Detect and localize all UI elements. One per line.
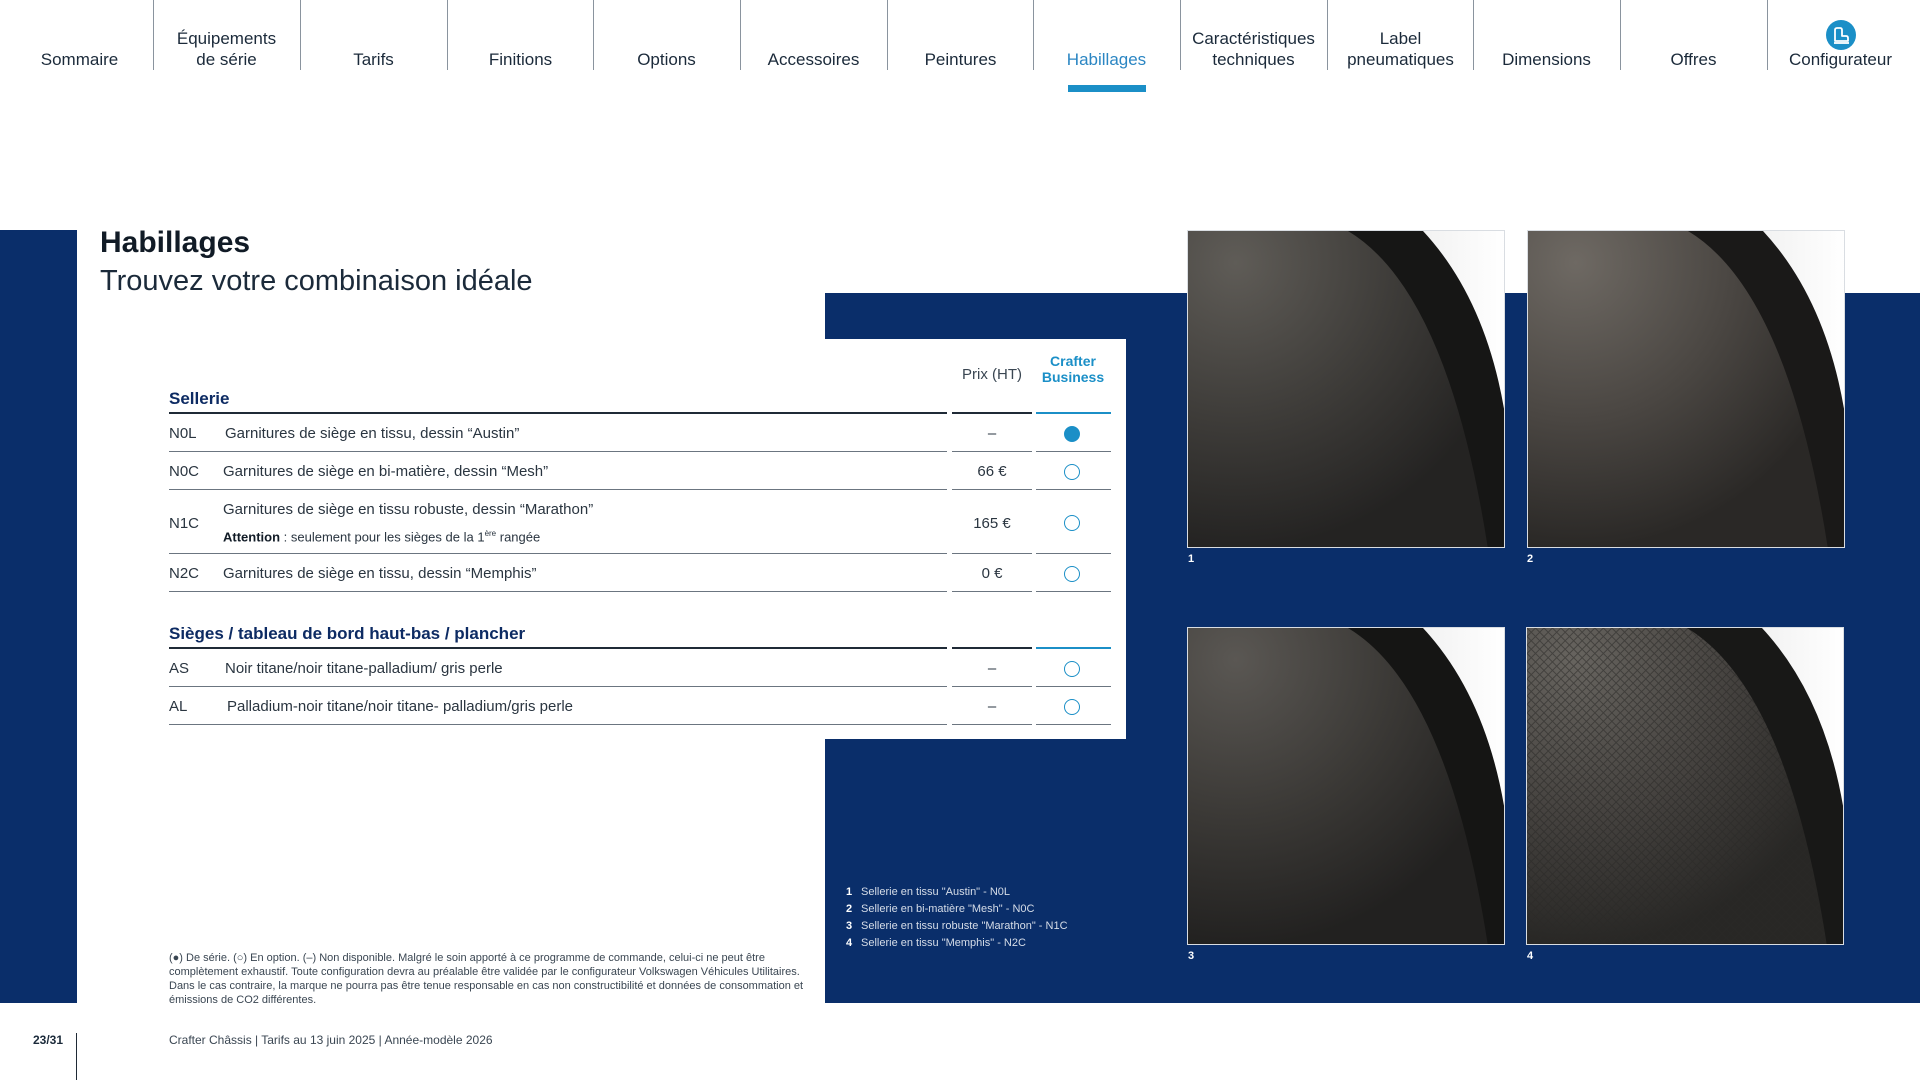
fabric-swatch-image [1527,628,1844,945]
row-divider [952,553,1032,554]
option-circle-icon [1064,566,1080,582]
section-rule [952,647,1032,649]
caption-item [846,884,1068,901]
option-circle-icon [1064,515,1080,531]
nav-label: de série [196,50,257,69]
row-divider [952,724,1032,725]
swatch-number: 2 [1527,553,1534,565]
version-column-header [1030,353,1116,385]
nav-offres[interactable] [1620,0,1767,95]
row-code: AS [169,660,190,677]
swatch-marathon [1187,627,1505,945]
row-description: Garnitures de siège en bi-matière, dessin “Mesh” [223,463,549,480]
nav-label: pneumatiques [1347,50,1454,69]
page-subtitle: Trouvez votre combinaison idéale [100,265,533,297]
caption-text: Sellerie en bi-matière "Mesh" - N0C [861,903,1035,915]
caption-number: 3 [846,920,853,932]
table-white-backing [825,339,1126,739]
nav-habillages[interactable] [1033,0,1180,95]
row-divider [1036,591,1111,592]
version-line: Crafter [1050,353,1096,369]
row-divider [169,686,947,687]
nav-options[interactable] [593,0,740,95]
caption-item [846,935,1068,952]
row-description: Noir titane/noir titane-palladium/ gris perle [225,660,503,677]
nav-label: Dimensions [1502,50,1591,69]
option-circle-icon [1064,464,1080,480]
nav-sommaire[interactable] [6,0,153,95]
caption-item [846,918,1068,935]
option-circle-icon [1064,661,1080,677]
section-rule [169,647,947,649]
version-line: Business [1041,369,1105,385]
row-divider [1036,686,1111,687]
footer-text: Crafter Châssis | Tarifs au 13 juin 2025 | Année-modèle 2026 [169,1033,493,1047]
row-divider [1036,451,1111,452]
swatch-number: 4 [1527,950,1534,962]
option-circle-icon [1064,699,1080,715]
row-code: AL [169,698,188,715]
left-blue-band [0,230,77,1003]
nav-label: Finitions [488,50,553,69]
footer-divider [76,1033,77,1080]
row-divider [1036,489,1111,490]
note-text: : seulement pour les sièges de la 1 [280,529,485,545]
row-code: N2C [169,565,200,582]
section-rule [952,412,1032,414]
caption-number: 4 [846,937,853,949]
nav-label: Configurateur [1788,50,1892,69]
row-code: N0L [169,425,197,442]
nav-label: Options [637,50,696,69]
caption-item [846,901,1068,918]
row-code: N0C [169,463,200,480]
nav-label: Équipements [176,29,277,48]
nav-label: techniques [1212,50,1295,69]
nav-dimensions[interactable] [1473,0,1620,95]
row-divider [1036,553,1111,554]
row-description: Palladium-noir titane/noir titane- palladium/gris perle [227,698,574,715]
swatch-memphis [1526,627,1844,945]
nav-label: Accessoires [767,50,860,69]
nav-label: Label [1379,29,1422,48]
fabric-swatch-image [1188,231,1505,548]
note-text: rangée [496,529,541,545]
row-divider [169,591,947,592]
row-divider [1036,724,1111,725]
row-divider [169,553,947,554]
nav-label: Tarifs [353,50,394,69]
row-description: Garnitures de siège en tissu, dessin “Austin” [225,425,520,442]
caption-number: 1 [846,886,853,898]
row-divider [952,591,1032,592]
caption-number: 2 [846,903,853,915]
car-seat-icon-graphic [1826,20,1856,50]
nav-finitions[interactable] [447,0,594,95]
section-rule [1036,412,1111,414]
page-number: 23/31 [33,1033,64,1047]
nav-peintures[interactable] [887,0,1034,95]
row-price: – [987,425,997,442]
row-divider [169,724,947,725]
row-divider [952,451,1032,452]
section-rule [1036,647,1111,649]
swatch-number: 3 [1188,950,1195,962]
row-divider [952,489,1032,490]
fabric-swatch-image [1188,628,1505,945]
row-note [223,529,540,544]
caption-text: Sellerie en tissu "Memphis" - N2C [861,937,1026,949]
note-bold: Attention [223,529,281,545]
row-description: Garnitures de siège en tissu robuste, dessin “Marathon” [223,501,594,518]
swatch-number: 1 [1188,553,1195,565]
legend-disclaimer: (●) De série. (○) En option. (–) Non disponible. Malgré le soin apporté à ce programme de commande, celui-ci ne peut être complètement exhaustif. Toute configuration devra au préalable être validée par le configurateur Volkswagen Véhicules Utilitaires. Dans le cas contraire, la marque ne pourra pas être tenue responsable en cas non constructibilité et données de consommation et émissions de CO2 différentes. [169,952,804,1006]
row-code: N1C [169,515,200,532]
fabric-swatch-image [1528,231,1845,548]
caption-text: Sellerie en tissu "Austin" - N0L [861,886,1011,898]
nav-label: Caractéristiques [1192,29,1315,48]
swatch-mesh [1527,230,1845,548]
row-price: 66 € [977,463,1007,480]
car-seat-icon[interactable] [1826,20,1856,50]
price-column-header: Prix (HT) [962,366,1022,383]
nav-label: Sommaire [40,50,119,69]
nav-caracteristiques[interactable] [1180,0,1327,95]
row-price: – [987,698,997,715]
row-divider [169,451,947,452]
row-price: 165 € [973,515,1011,532]
nav-equipements[interactable] [153,0,300,95]
nav-label: Habillages [1066,50,1147,69]
row-price: – [987,660,997,677]
nav-label: Peintures [924,50,997,69]
swatch-captions [846,884,1068,952]
nav-label-pneumatiques[interactable] [1327,0,1474,95]
caption-text: Sellerie en tissu robuste "Marathon" - N1C [861,920,1068,932]
active-tab-indicator [1068,85,1146,92]
page-title: Habillages [100,226,251,259]
section-title-sieges: Sièges / tableau de bord haut-bas / plancher [169,624,526,643]
nav-label: Offres [1670,50,1717,69]
note-superscript: ère [484,529,497,538]
section-rule [169,412,947,414]
top-navigation [0,0,1920,95]
section-title-sellerie: Sellerie [169,389,230,408]
standard-dot-icon [1064,426,1080,442]
nav-accessoires[interactable] [740,0,887,95]
row-price: 0 € [981,565,1003,582]
row-divider [169,489,947,490]
row-description: Garnitures de siège en tissu, dessin “Memphis” [223,565,537,582]
nav-tarifs[interactable] [300,0,447,95]
swatch-austin [1187,230,1505,548]
row-divider [952,686,1032,687]
